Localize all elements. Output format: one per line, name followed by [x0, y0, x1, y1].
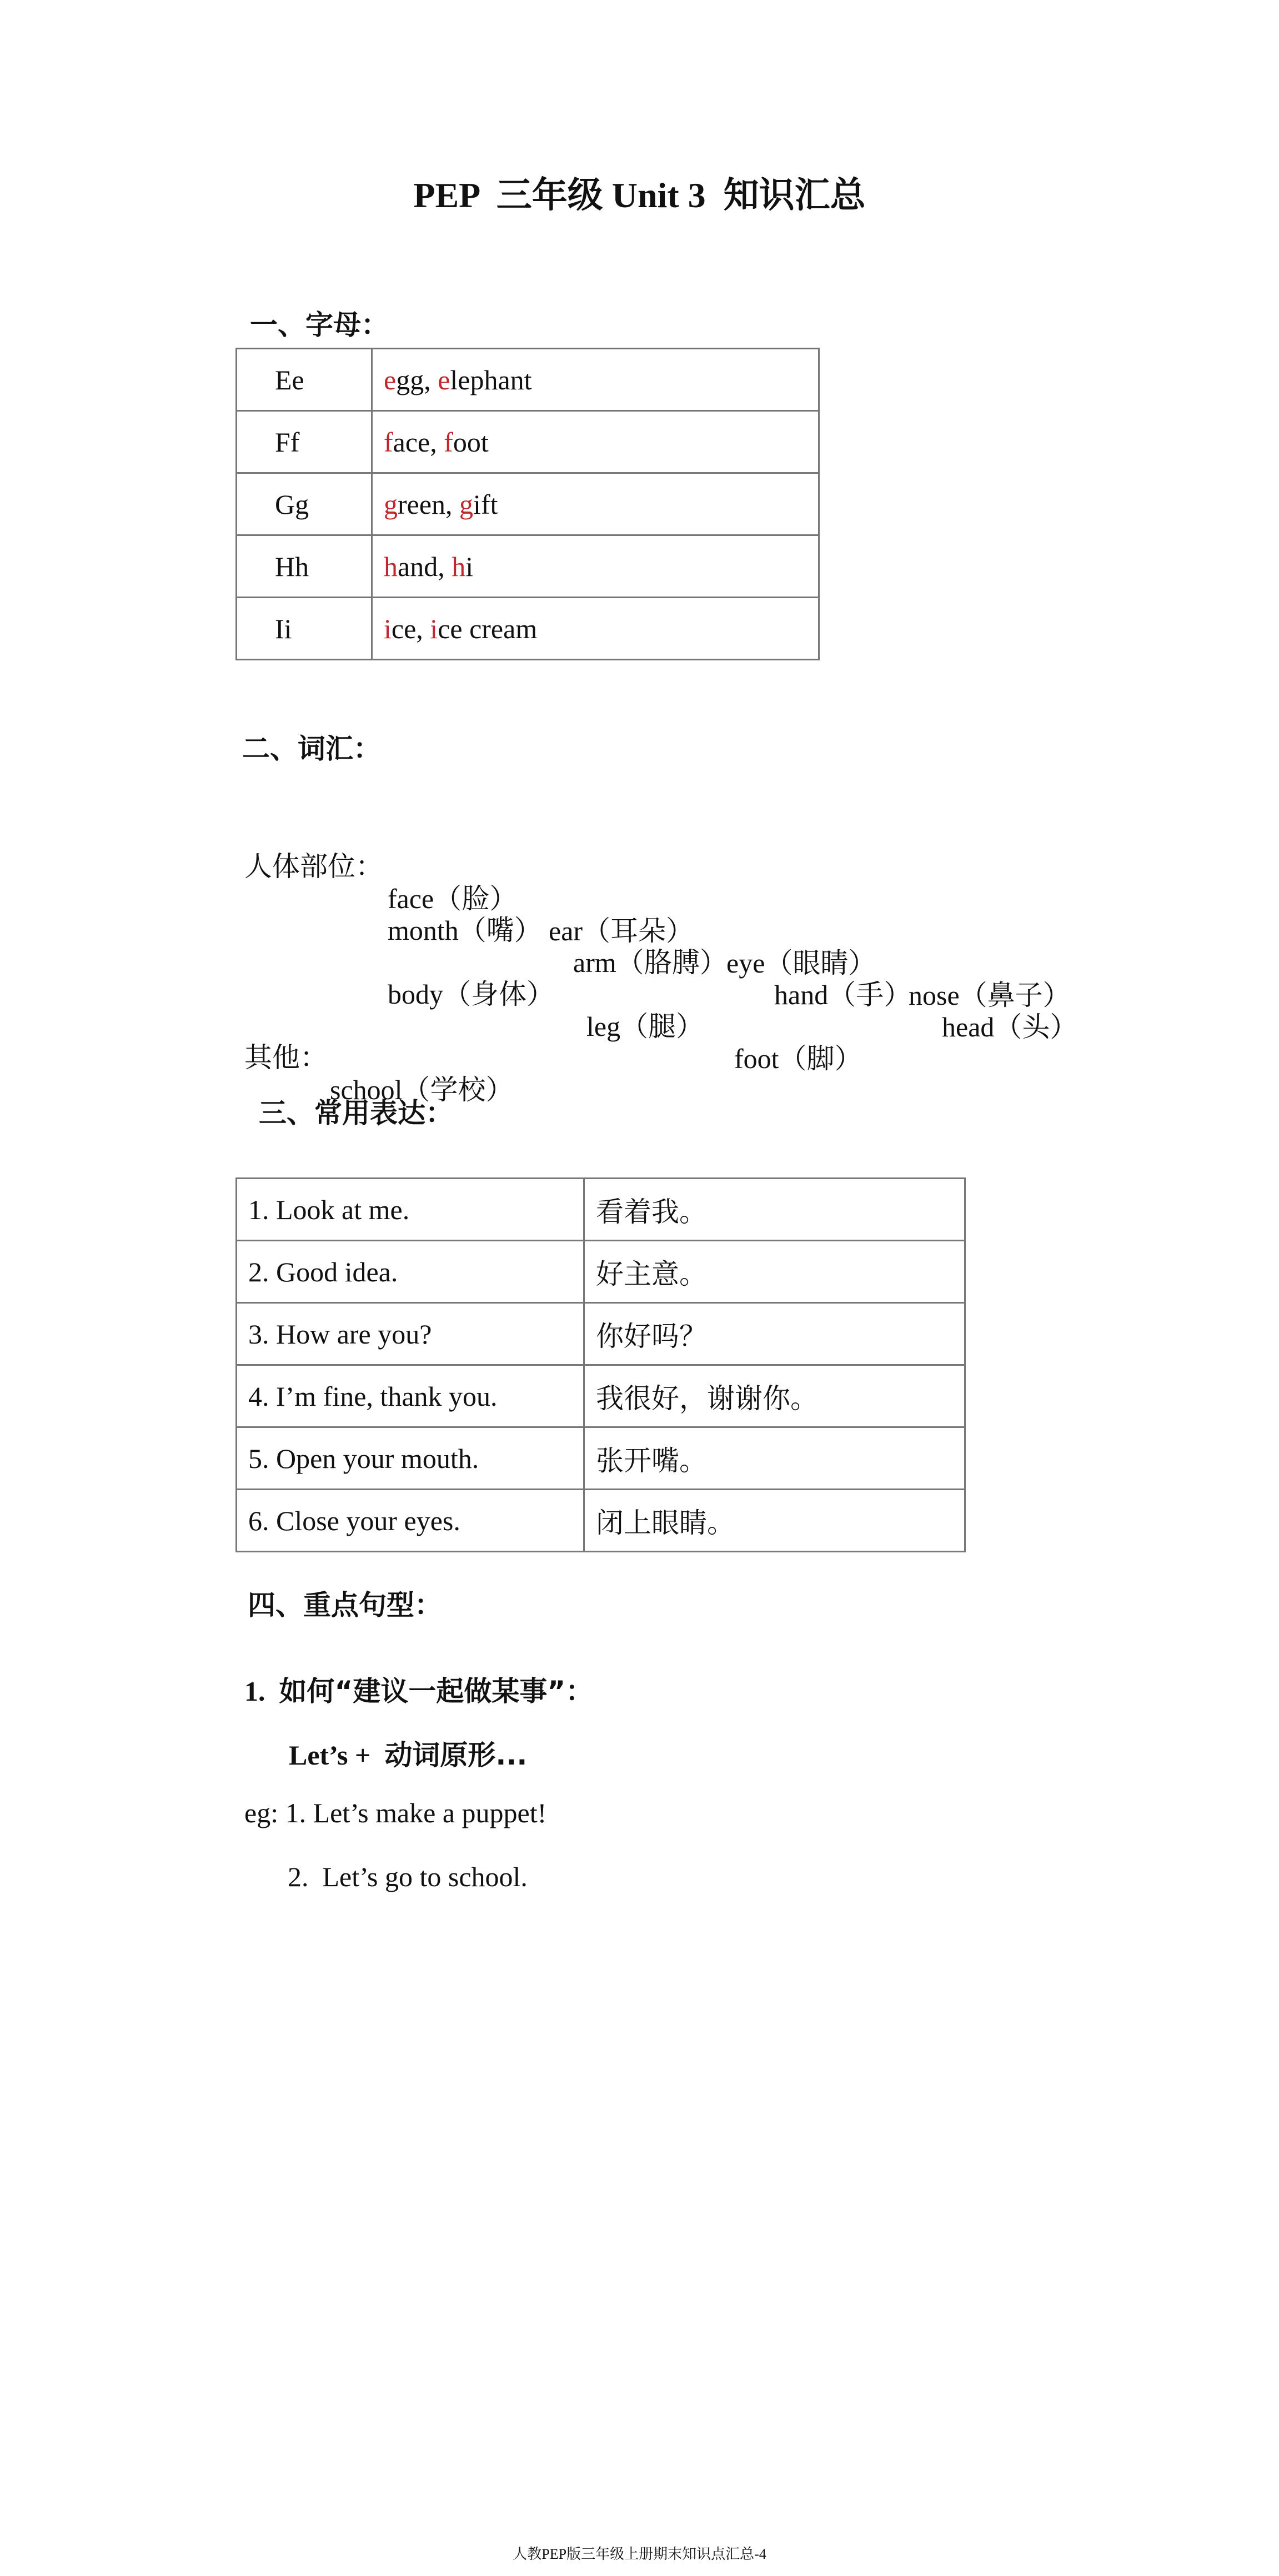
vocab-item: face（脸） — [388, 883, 518, 914]
body-parts-label: 人体部位： — [244, 850, 383, 883]
title-grade: 三年级 — [496, 175, 603, 216]
table-row — [237, 1365, 965, 1427]
vocab-item: body（身体） — [388, 979, 554, 1010]
vocab-item: ear（耳朵） — [549, 915, 694, 946]
table-row — [237, 411, 819, 473]
expr-en-cell: 6. Close your eyes. — [237, 1490, 584, 1552]
example-line-2: 2. Let’s go to school. — [288, 1861, 528, 1892]
table-row — [237, 1303, 965, 1365]
table-row — [237, 473, 819, 535]
vocab-item: head（头） — [942, 1011, 1078, 1043]
expr-en-cell: 3. How are you? — [237, 1303, 584, 1365]
letter-cell: Hh — [237, 535, 372, 598]
sentence-pattern: Let’s + 动词原形... — [289, 1739, 528, 1771]
vocab-item: foot（脚） — [734, 1043, 862, 1074]
words-cell: hand, hi — [372, 535, 819, 598]
expr-cn-cell: 张开嘴。 — [584, 1427, 965, 1490]
table-row — [237, 1490, 965, 1552]
table-row — [237, 1427, 965, 1490]
table-row — [237, 1179, 965, 1241]
section3-heading: 三、常用表达： — [259, 1097, 453, 1129]
table-row — [237, 535, 819, 598]
expr-en-cell: 1. Look at me. — [237, 1179, 584, 1241]
expr-en-cell: 2. Good idea. — [237, 1241, 584, 1303]
page-title — [0, 167, 1279, 218]
vocab-item: hand（手） — [774, 979, 912, 1010]
vocab-item: month（嘴） — [388, 915, 542, 946]
letter-cell: Ee — [237, 349, 372, 411]
words-cell: ice, ice cream — [372, 598, 819, 660]
section4-heading: 四、重点句型： — [248, 1589, 442, 1621]
key-point-title: 1. 如何“建议一起做某事”： — [244, 1675, 594, 1707]
vocab-item: nose（鼻子） — [909, 980, 1071, 1011]
title-suffix: 知识汇总 — [723, 175, 866, 216]
expr-en-cell: 4. I’m fine, thank you. — [237, 1365, 584, 1427]
section1-heading: 一、字母： — [250, 309, 389, 341]
letters-table — [235, 348, 820, 660]
vocab-item: arm（胳膊） — [573, 947, 728, 978]
letter-cell: Gg — [237, 473, 372, 535]
vocab-item: eye（眼睛） — [726, 948, 876, 979]
title-pep: PEP — [413, 176, 479, 215]
expr-cn-cell: 闭上眼睛。 — [584, 1490, 965, 1552]
other-label: 其他： — [244, 1041, 328, 1074]
letter-cell: Ff — [237, 411, 372, 473]
title-unit: Unit 3 — [611, 176, 706, 215]
expressions-table — [235, 1177, 966, 1552]
table-row — [237, 598, 819, 660]
words-cell: green, gift — [372, 473, 819, 535]
letter-cell: Ii — [237, 598, 372, 660]
expr-cn-cell: 你好吗？ — [584, 1303, 965, 1365]
table-row — [237, 1241, 965, 1303]
vocab-item: leg（腿） — [586, 1011, 704, 1042]
words-cell: egg, elephant — [372, 349, 819, 411]
example-line-1: eg: 1. Let’s make a puppet! — [244, 1797, 547, 1828]
expr-en-cell: 5. Open your mouth. — [237, 1427, 584, 1490]
page-footer: 人教PEP版三年级上册期末知识点汇总-4 — [513, 2546, 766, 2562]
vocab-item: school（学校） — [330, 1074, 514, 1105]
section2-heading: 二、词汇： — [242, 733, 381, 765]
expr-cn-cell: 好主意。 — [584, 1241, 965, 1303]
table-row — [237, 349, 819, 411]
words-cell: face, foot — [372, 411, 819, 473]
expr-cn-cell: 我很好，谢谢你。 — [584, 1365, 965, 1427]
expr-cn-cell: 看着我。 — [584, 1179, 965, 1241]
